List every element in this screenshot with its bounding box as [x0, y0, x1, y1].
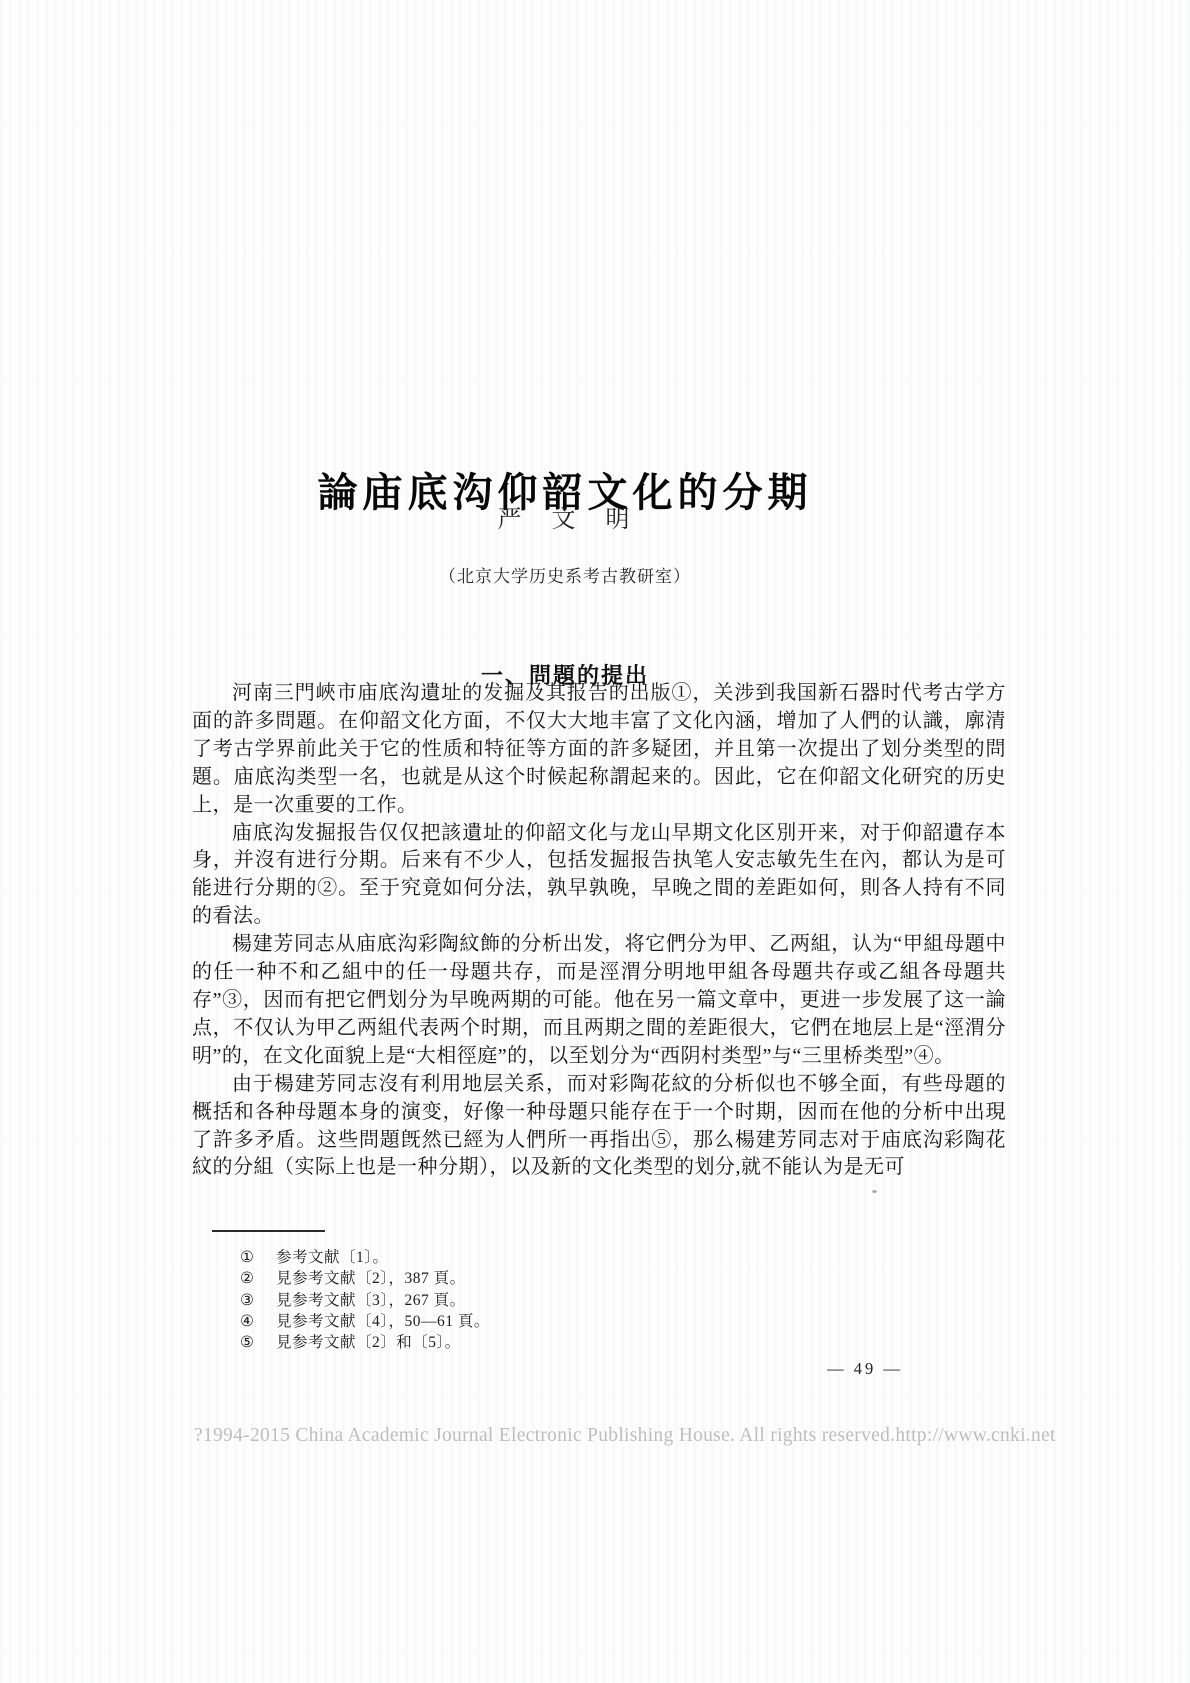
paper-title: 論庙底沟仰韶文化的分期 — [317, 470, 813, 515]
footnote-marker: ⑤ — [240, 1334, 254, 1352]
footnote-text: 見参考文献〔3〕，267 頁。 — [276, 1291, 466, 1309]
footnote-item — [240, 1311, 840, 1332]
footnote-text: 見参考文献〔2〕，387 頁。 — [276, 1270, 466, 1288]
body-text-block — [192, 680, 1006, 1182]
footnote-marker: ④ — [240, 1312, 254, 1330]
footnote-text: 見参考文献〔2〕和〔5〕。 — [276, 1334, 461, 1352]
footnote-item — [240, 1332, 840, 1353]
footnote-item — [240, 1247, 840, 1268]
footnote-divider — [212, 1230, 325, 1232]
author-name: 严 文 明 — [497, 507, 633, 533]
footnote-text: 参考文献〔1〕。 — [276, 1249, 389, 1266]
footnote-marker: ② — [240, 1270, 254, 1288]
section-heading: 一、問題的提出 — [480, 663, 649, 689]
page-number: — 49 — — [827, 1359, 903, 1378]
body-paragraph: 由于楊建芳同志沒有利用地层关系，而对彩陶花紋的分析似也不够全面，有些母題的概括和各种母題本身的演变，好像一种母題只能存在于一个时期，因而在他的分析中出現了許多矛盾。这些問題旣然已經为人們所一再指出⑤，那么楊建芳同志对于庙底沟彩陶花紋的分組（实际上也是一种分期），以及新的文化类型的划分,就不能认为是无可 — [192, 1072, 1006, 1179]
footnote-marker: ③ — [240, 1291, 254, 1309]
watermark-url: http://www.cnki.net — [895, 1425, 1056, 1446]
footnotes-block — [240, 1247, 840, 1353]
author-affiliation: （北京大学历史系考古教研室） — [439, 567, 691, 586]
body-paragraph: 河南三門峽市庙底沟遺址的发掘及其报告的出版①，关涉到我国新石器时代考古学方面的許多問題。在仰韶文化方面，不仅大大地丰富了文化內涵，增加了人們的认識，廓清了考古学界前此关于它的性质和特征等方面的許多疑团，并且第一次提出了划分类型的問題。庙底沟类型一名，也就是从这个时候起称謂起来的。因此，它在仰韶文化研究的历史上，是一次重要的工作。 — [192, 682, 1006, 816]
footnote-text: 見参考文献〔4〕，50—61 頁。 — [276, 1312, 490, 1330]
footnote-item — [240, 1268, 840, 1289]
watermark-text: ?1994-2015 China Academic Journal Electronic Publishing House. All rights reserved. — [194, 1425, 896, 1446]
body-paragraph: 楊建芳同志从庙底沟彩陶紋飾的分析出发，将它們分为甲、乙两組，认为“甲組母題中的任一种不和乙組中的任一母題共存，而是涇渭分明地甲組各母題共存或乙組各母題共存”③，因而有把它們划分为早晚两期的可能。他在另一篇文章中，更进一步发展了这一論点，不仅认为甲乙两組代表两个时期，而且两期之間的差距很大，它們在地层上是“涇渭分明”的，在文化面貌上是“大相徑庭”的，以至划分为“西阴村类型”与“三里桥类型”④。 — [192, 933, 1006, 1067]
scan-artifact-speck — [872, 1190, 877, 1193]
body-paragraph: 庙底沟发掘报告仅仅把該遺址的仰韶文化与龙山早期文化区別开来，对于仰韶遺存本身，并沒有进行分期。后来有不少人，包括发掘报告执笔人安志敏先生在內，都认为是可能进行分期的②。至于究竟如何分法，孰早孰晚，早晚之間的差距如何，則各人持有不同的看法。 — [192, 821, 1006, 928]
cnki-watermark — [194, 1425, 1056, 1447]
footnote-item — [240, 1290, 840, 1311]
footnote-marker: ① — [240, 1249, 254, 1266]
